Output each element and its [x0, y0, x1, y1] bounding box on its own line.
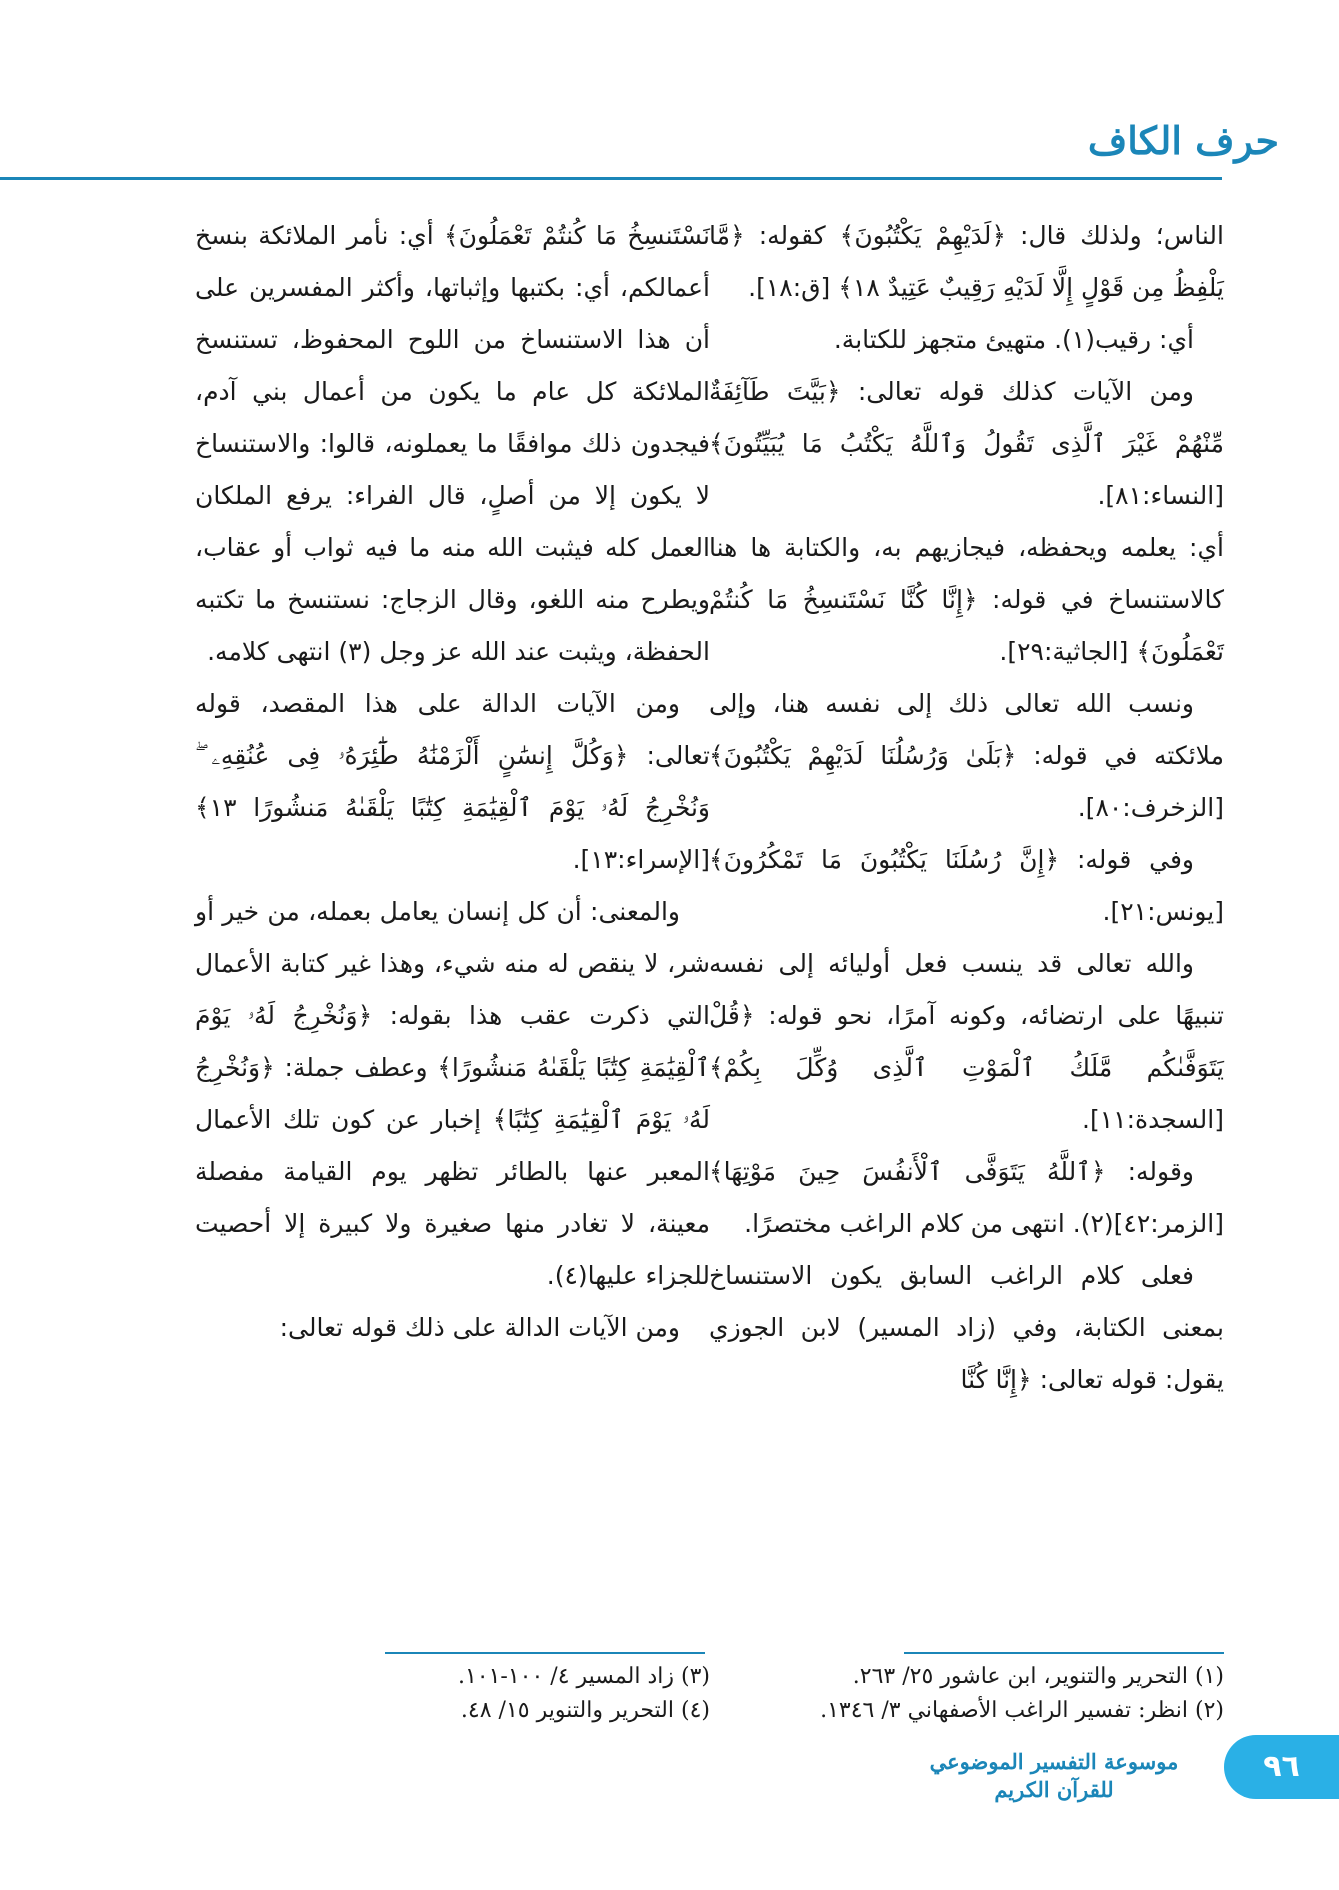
encyclopedia-logo: موسوعة التفسير الموضوعي للقرآن الكريم [929, 1749, 1179, 1802]
paragraph: أي: رقيب(١). متهيئ متجهز للكتابة. [833, 325, 1194, 354]
paragraph: نَسْتَنسِخُ مَا كُنتُمْ تَعْمَلُونَ﴾ أي: نأمر الملائكة بنسخ أعمالكم، أي: بكتبها وإثباتها، وأكثر المفسرين على أن هذا الاستنساخ من اللوح المحفوظ، تستنسخ الملائكة كل عام ما يكون من أعمال بني آدم، فيجدون ذلك موافقًا ما يعملونه، قالوا: والاستنساخ لا يكون إلا من أصلٍ، قال الفراء: يرفع الملكان العمل كله فيثبت الله منه ما فيه ثواب أو عقاب، ويطرح منه اللغو، وقال الزجاج: نستنسخ ما تكتبه الحفظة، ويثبت عند الله عز وجل (٣) انتهى كلامه. [195, 221, 710, 666]
paragraph: وقوله: ﴿ٱللَّهُ يَتَوَفَّى ٱلْأَنفُسَ حِينَ مَوْتِهَا﴾ [الزمر:٤٢](٢). انتهى من كلام الراغب مختصرًا. [709, 1157, 1224, 1238]
page-number: ٩٦ [1263, 1749, 1300, 1784]
chapter-title: حرف الكاف [1087, 118, 1279, 163]
paragraph: ونسب الله تعالى ذلك إلى نفسه هنا، وإلى ملائكته في قوله: ﴿بَلَىٰ وَرُسُلُنَا لَدَيْهِمْ يَكْتُبُونَ﴾ [الزخرف:٨٠]. [709, 689, 1224, 822]
footnote: (١) التحرير والتنوير، ابن عاشور ٢٥/ ٢٦٣. [852, 1664, 1224, 1689]
page-number-badge [1224, 1735, 1339, 1799]
footnote-rule [385, 1652, 705, 1654]
paragraph: ومن الآيات الدالة على ذلك قوله تعالى: [279, 1313, 680, 1342]
footnotes-right [709, 1660, 1224, 1728]
paragraph: وفي قوله: ﴿إِنَّ رُسُلَنَا يَكْتُبُونَ مَا تَمْكُرُونَ﴾ [يونس:٢١]. [709, 845, 1224, 926]
footnote: (٣) زاد المسير ٤/ ١٠٠-١٠١. [457, 1664, 710, 1689]
paragraph: ومن الآيات الدالة على هذا المقصد، قوله تعالى: ﴿وَكُلَّ إِنسَٰنٍ أَلْزَمْنَٰهُ طَٰٓئِرَهُۥ فِى عُنُقِهِۦ ۖ وَنُخْرِجُ لَهُۥ يَوْمَ ٱلْقِيَٰمَةِ كِتَٰبًا يَلْقَىٰهُ مَنشُورًا ١٣﴾ [الإسراء:١٣]. [195, 689, 710, 874]
left-column [195, 210, 710, 1354]
header-rule [0, 177, 1222, 180]
paragraph: ومن الآيات كذلك قوله تعالى: ﴿بَيَّتَ طَآئِفَةٌ مِّنْهُمْ غَيْرَ ٱلَّذِى تَقُولُ وَٱللَّهُ يَكْتُبُ مَا يُبَيِّتُونَ﴾ [النساء:٨١]. [709, 377, 1224, 510]
paragraph: الناس؛ ولذلك قال: ﴿لَدَيْهِمْ يَكْتُبُونَ﴾ كقوله: ﴿مَّا يَلْفِظُ مِن قَوْلٍ إِلَّا لَدَيْهِ رَقِيبٌ عَتِيدٌ ١٨﴾ [ق:١٨]. [709, 221, 1224, 302]
footnote: (٢) انظر: تفسير الراغب الأصفهاني ٣/ ١٣٤٦. [820, 1698, 1224, 1723]
paragraph: والله تعالى قد ينسب فعل أوليائه إلى نفسه تنبيهًا على ارتضائه، وكونه آمرًا، نحو قوله: ﴿قُلْ يَتَوَفَّىٰكُم مَّلَكُ ٱلْمَوْتِ ٱلَّذِى وُكِّلَ بِكُمْ﴾ [السجدة:١١]. [709, 949, 1224, 1134]
footnote-rule [904, 1652, 1224, 1654]
footnotes-left [195, 1660, 710, 1728]
footnote: (٤) التحرير والتنوير ١٥/ ٤٨. [460, 1698, 710, 1723]
paragraph: فعلى كلام الراغب السابق يكون الاستنساخ بمعنى الكتابة، وفي (زاد المسير) لابن الجوزي يقول: قوله تعالى: ﴿إِنَّا كُنَّا [709, 1261, 1224, 1394]
paragraph: أي: يعلمه ويحفظه، فيجازيهم به، والكتابة ها هنا كالاستنساخ في قوله: ﴿إِنَّا كُنَّا نَسْتَنسِخُ مَا كُنتُمْ تَعْمَلُونَ﴾ [الجاثية:٢٩]. [709, 533, 1224, 666]
paragraph: والمعنى: أن كل إنسان يعامل بعمله، من خير أو شر، لا ينقص له منه شيء، وهذا غير كتابة الأعمال التي ذكرت عقب هذا بقوله: ﴿وَنُخْرِجُ لَهُۥ يَوْمَ ٱلْقِيَٰمَةِ كِتَٰبًا يَلْقَىٰهُ مَنشُورًا﴾ وعطف جملة: ﴿وَنُخْرِجُ لَهُۥ يَوْمَ ٱلْقِيَٰمَةِ كِتَٰبًا﴾ إخبار عن كون تلك الأعمال المعبر عنها بالطائر تظهر يوم القيامة مفصلة معينة، لا تغادر منها صغيرة ولا كبيرة إلا أحصيت للجزاء عليها(٤). [195, 897, 710, 1290]
right-column [709, 210, 1224, 1406]
